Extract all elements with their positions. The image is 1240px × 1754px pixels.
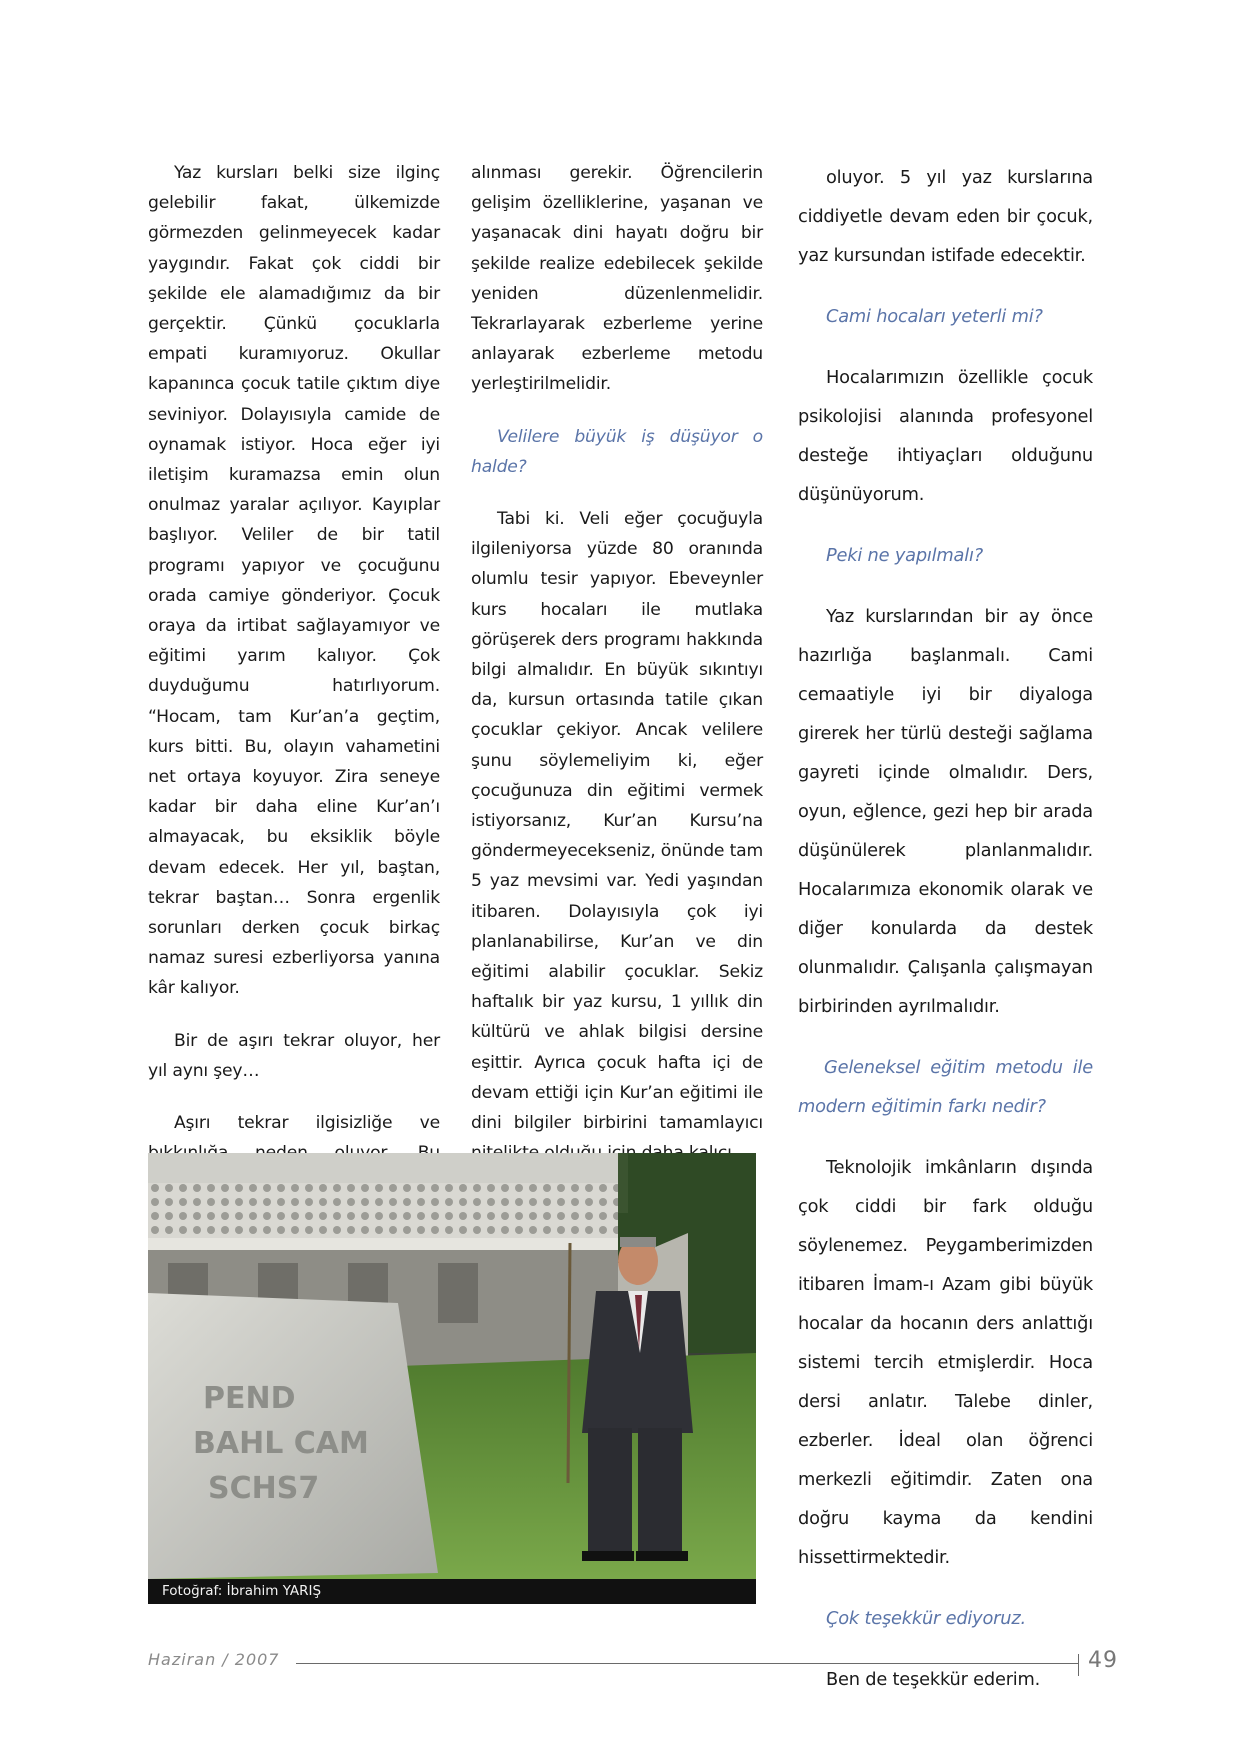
paragraph: Ben de teşekkür ederim. bbox=[826, 1669, 1041, 1690]
stone-text: SCHS7 bbox=[208, 1471, 320, 1506]
paragraph: alınması gerekir. Öğrencilerin gelişim özelliklerine, yaşanan ve yaşanacak dini hayatı doğru bir şekilde realize edebilecek şekilde yeniden düzenlenmelidir. Tekrarlayarak ezberleme yerine anlayarak ezberleme metodu yerleştirilmelidir. bbox=[471, 163, 763, 395]
paragraph: Teknolojik imkânların dışında çok ciddi bir fark olduğu söylenemez. Peygamberimizden itibaren İmam-ı Azam gibi büyük hocalar da hocanın ders anlattığı sistemi tercih etmişlerdir. Hoca dersi anlatır. Talebe dinler, ezberler. İdeal olan öğrenci merkezli eğitimdir. Zaten ona doğru kayma da kendini hissettirmektedir. bbox=[798, 1157, 1093, 1568]
photo-caption: Fotoğraf: İbrahim YARIŞ bbox=[148, 1579, 756, 1604]
paragraph: Bir de aşırı tekrar oluyor, her yıl aynı şey… bbox=[148, 1030, 440, 1081]
text-column-1 bbox=[148, 158, 440, 1229]
footer-divider bbox=[1078, 1654, 1079, 1676]
paragraph: Aşırı tekrar ilgisizliğe ve bbox=[174, 1113, 440, 1134]
photo-image bbox=[148, 1153, 756, 1579]
stone-text: BAHL CAM bbox=[193, 1426, 369, 1461]
footer-rule bbox=[296, 1663, 1078, 1664]
issue-date: Haziran / 2007 bbox=[148, 1650, 280, 1669]
paragraph: Hocalarımızın özellikle çocuk psikolojisi alanında profesyonel desteğe ihtiyaçları olduğunu düşünüyorum. bbox=[798, 367, 1093, 505]
paragraph: oluyor. 5 yıl yaz kurslarına ciddiyetle devam eden bir çocuk, yaz kursundan istifade edecektir. bbox=[798, 167, 1093, 266]
interview-question: Çok teşekkür ediyoruz. bbox=[826, 1608, 1026, 1629]
page-number: 49 bbox=[1088, 1648, 1118, 1673]
stone-text: PEND bbox=[203, 1381, 296, 1416]
interview-question: Cami hocaları yeterli mi? bbox=[826, 306, 1043, 327]
interview-question: Geleneksel eğitim metodu ile modern eğitimin farkı nedir? bbox=[798, 1057, 1093, 1117]
interview-question: Peki ne yapılmalı? bbox=[826, 545, 983, 566]
footer bbox=[148, 1648, 1118, 1678]
paragraph: Yaz kurslarından bir ay önce hazırlığa başlanmalı. Cami cemaatiyle iyi bir diyaloga girerek her türlü desteği sağlama gayreti içinde olmalıdır. Ders, oyun, eğlence, gezi hep bir arada düşünülerek planlanmalıdır. Hocalarımıza ekonomik olarak ve diğer konularda da destek olunmalıdır. Çalışanla çalışmayan birbirinden ayrılmalıdır. bbox=[798, 606, 1093, 1017]
interview-question: Velilere büyük iş düşüyor o halde? bbox=[471, 426, 763, 477]
text-column-2 bbox=[471, 158, 763, 1169]
paragraph: Yaz kursları belki size ilginç gelebilir fakat, ülkemizde görmezden gelinmeyecek kadar yaygındır. Fakat çok ciddi bir şekilde ele alamadığımız da bir gerçektir. Çünkü çocuklarla empati kuramıyoruz. Okullar kapanınca çocuk tatile çıktım diye seviniyor. Dolayısıyla camide de oynamak istiyor. Hoca eğer iyi iletişim kuramazsa emin olun onulmaz yaralar açılıyor. Kayıplar başlıyor. Veliler de bir tatil programı yapıyor ve çocuğunu orada camiye gönderiyor. Çocuk oraya da irtibat sağlayamıyor ve eğitimi yarım kalıyor. Çok duyduğumu hatırlıyorum. “Hocam, tam Kur’an’a geçtim, kurs bitti. Bu, olayın vahametini net ortaya koyuyor. Zira seneye kadar bir daha eline Kur’an’ı almayacak, bu eksiklik böyle devam edecek. Her yıl, baştan, tekrar baştan… Sonra ergenlik sorunları derken çocuk birkaç namaz suresi ezberliyorsa yanına kâr kalıyor. bbox=[148, 163, 440, 999]
paragraph: Tabi ki. Veli eğer çocuğuyla ilgileniyorsa yüzde 80 oranında olumlu tesir yapıyor. Ebeveynler kurs hocaları ile mutlaka görüşerek ders programı hakkında bilgi almalıdır. En büyük sıkıntıyı da, kursun ortasında tatile çıkan çocuklar çekiyor. Ancak velilere şunu söylemeliyim ki, eğer çocuğunuza din eğitimi vermek istiyorsanız, Kur’an Kursu’na göndermeyecekseniz, önünde tam 5 yaz mevsimi var. Yedi yaşından itibaren. Dolayısıyla çok iyi planlanabilirse, Kur’an ve din eğitimi alabilir çocuklar. Sekiz haftalık bir yaz kursu, 1 yıllık din kültürü ve ahlak bilgisi dersine eşittir. Ayrıca çocuk hafta içi de devam ettiği için Kur’an eğitimi ile dini bilgiler birbirini tamamlayıcı bbox=[471, 509, 763, 1134]
photo bbox=[148, 1153, 756, 1604]
text-column-3 bbox=[798, 158, 1093, 1699]
